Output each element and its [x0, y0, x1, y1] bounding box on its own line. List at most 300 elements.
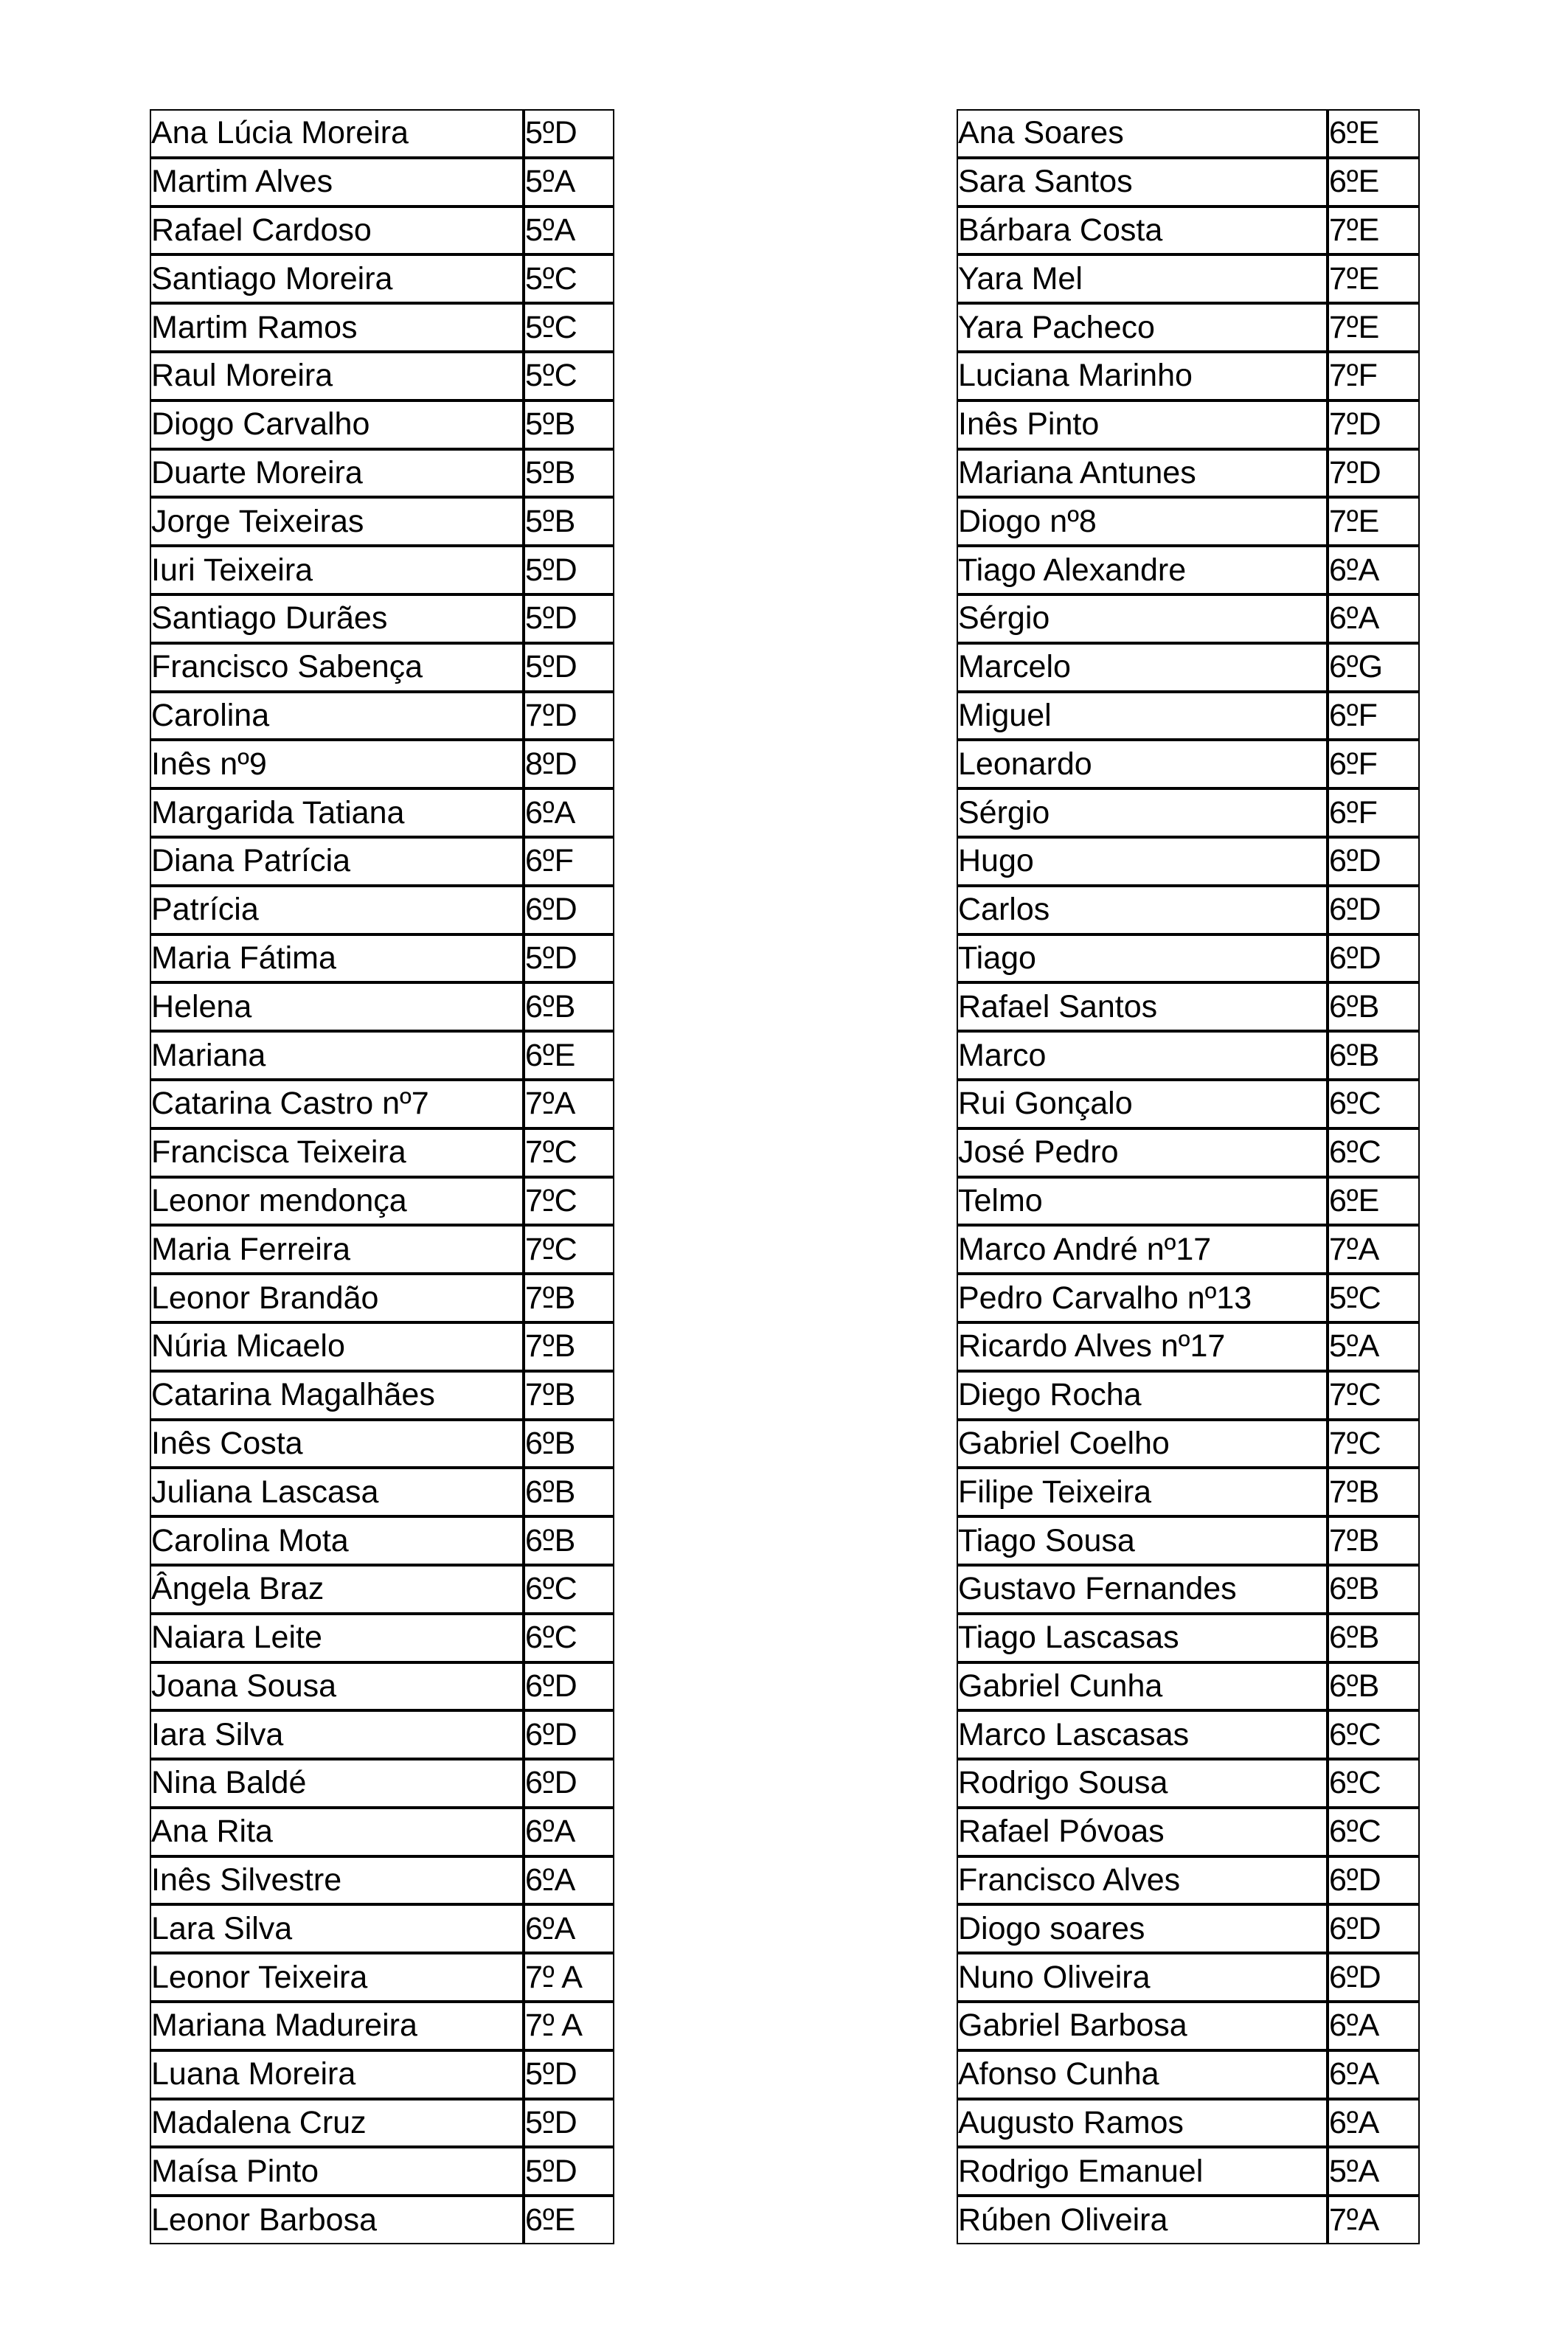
student-name: Rodrigo Sousa — [957, 1759, 1328, 1808]
student-class: 6ºA — [524, 1856, 614, 1905]
ordinal-indicator: º — [1346, 1280, 1359, 1316]
ordinal-indicator: º — [1346, 115, 1359, 151]
ordinal-indicator: º — [542, 1425, 555, 1461]
ordinal-indicator: º — [542, 892, 555, 928]
student-row — [957, 2147, 1420, 2196]
student-class: 5ºC — [524, 254, 614, 303]
student-class: 7ºE — [1328, 497, 1420, 546]
student-class: 6ºE — [1328, 158, 1420, 207]
student-name: Carlos — [957, 886, 1328, 934]
student-row — [957, 2099, 1420, 2148]
student-name: Diana Patrícia — [150, 837, 524, 886]
student-row — [150, 1904, 614, 1953]
student-name: Juliana Lascasa — [150, 1468, 524, 1516]
student-name: Raul Moreira — [150, 352, 524, 400]
student-name: Rúben Oliveira — [957, 2196, 1328, 2244]
student-row — [150, 303, 614, 352]
student-name: Martim Alves — [150, 158, 524, 207]
student-class: 6ºF — [1328, 692, 1420, 740]
student-class: 6ºC — [1328, 1128, 1420, 1177]
ordinal-indicator: º — [1346, 794, 1359, 830]
ordinal-indicator: º — [542, 794, 555, 830]
student-name: Sérgio — [957, 594, 1328, 643]
ordinal-indicator: º — [1346, 2008, 1359, 2044]
ordinal-indicator: º — [1346, 940, 1359, 976]
ordinal-indicator: º — [542, 1231, 555, 1267]
ordinal-indicator: º — [542, 2105, 555, 2141]
ordinal-indicator: º — [1346, 260, 1359, 296]
student-name: Ana Rita — [150, 1808, 524, 1856]
ordinal-indicator: º — [542, 1086, 555, 1122]
ordinal-indicator: º — [1346, 697, 1359, 733]
student-name: Bárbara Costa — [957, 207, 1328, 255]
ordinal-indicator: º — [1346, 2105, 1359, 2141]
ordinal-indicator: º — [1346, 1182, 1359, 1218]
student-name: Rafael Santos — [957, 982, 1328, 1031]
student-name: Patrícia — [150, 886, 524, 934]
student-class: 5ºD — [524, 109, 614, 158]
ordinal-indicator: º — [1346, 843, 1359, 879]
student-class: 5ºA — [1328, 2147, 1420, 2196]
student-name: Leonor Barbosa — [150, 2196, 524, 2244]
student-class: 7ºC — [524, 1225, 614, 1274]
student-class: 6ºA — [1328, 594, 1420, 643]
student-name: Miguel — [957, 692, 1328, 740]
ordinal-indicator: º — [1346, 358, 1359, 394]
student-class: 6ºD — [524, 1710, 614, 1759]
student-name: Nina Baldé — [150, 1759, 524, 1808]
student-row — [150, 788, 614, 837]
student-class: 6ºF — [1328, 740, 1420, 788]
student-class: 6ºD — [1328, 837, 1420, 886]
student-class: 5ºD — [524, 546, 614, 594]
student-name: Francisco Sabença — [150, 643, 524, 692]
ordinal-indicator: º — [1346, 1231, 1359, 1267]
student-row — [150, 1371, 614, 1420]
student-row — [957, 1662, 1420, 1711]
student-class: 5ºC — [1328, 1274, 1420, 1322]
student-class: 7º A — [524, 1953, 614, 2002]
student-row — [957, 1953, 1420, 2002]
ordinal-indicator: º — [542, 2056, 555, 2092]
ordinal-indicator: º — [542, 2153, 555, 2189]
student-name: Yara Mel — [957, 254, 1328, 303]
student-name: Madalena Cruz — [150, 2099, 524, 2148]
ordinal-indicator: º — [1346, 212, 1359, 248]
student-row — [957, 1710, 1420, 1759]
student-row — [150, 1420, 614, 1468]
student-class: 6ºB — [524, 1468, 614, 1516]
ordinal-indicator: º — [542, 940, 555, 976]
student-row — [957, 400, 1420, 449]
student-class: 6ºA — [524, 1808, 614, 1856]
student-class: 6ºA — [1328, 2050, 1420, 2099]
student-class: 6ºE — [524, 2196, 614, 2244]
student-row — [957, 1225, 1420, 1274]
ordinal-indicator: º — [542, 1765, 555, 1801]
student-class: 6ºF — [1328, 788, 1420, 837]
ordinal-indicator: º — [542, 1280, 555, 1316]
ordinal-indicator: º — [542, 309, 555, 345]
ordinal-indicator: º — [542, 454, 555, 490]
student-class: 5ºD — [524, 2147, 614, 2196]
student-class: 7ºE — [1328, 207, 1420, 255]
student-name: Helena — [150, 982, 524, 1031]
student-name: Yara Pacheco — [957, 303, 1328, 352]
ordinal-indicator: º — [1346, 1620, 1359, 1656]
student-name: Maria Ferreira — [150, 1225, 524, 1274]
ordinal-indicator: º — [1346, 600, 1359, 636]
student-name: Maísa Pinto — [150, 2147, 524, 2196]
student-name: Francisco Alves — [957, 1856, 1328, 1905]
student-name: Rodrigo Emanuel — [957, 2147, 1328, 2196]
student-row — [150, 546, 614, 594]
student-name: Lara Silva — [150, 1904, 524, 1953]
student-row — [957, 788, 1420, 837]
student-row — [957, 109, 1420, 158]
ordinal-indicator: º — [1346, 1037, 1359, 1073]
student-name: Inês Pinto — [957, 400, 1328, 449]
student-row — [957, 886, 1420, 934]
student-class: 7ºD — [524, 692, 614, 740]
ordinal-indicator: º — [542, 358, 555, 394]
student-class: 5ºA — [524, 207, 614, 255]
student-row — [957, 352, 1420, 400]
right-student-table — [957, 109, 1420, 2244]
student-name: Carolina Mota — [150, 1516, 524, 1565]
student-row — [150, 1614, 614, 1662]
student-row — [150, 594, 614, 643]
student-name: Sara Santos — [957, 158, 1328, 207]
ordinal-indicator: º — [1346, 1959, 1359, 1995]
student-class: 6ºC — [1328, 1080, 1420, 1128]
ordinal-indicator: º — [1346, 2056, 1359, 2092]
student-row — [957, 2002, 1420, 2050]
student-class: 7ºF — [1328, 352, 1420, 400]
student-class: 6ºC — [1328, 1759, 1420, 1808]
student-name: Tiago Sousa — [957, 1516, 1328, 1565]
ordinal-indicator: º — [542, 260, 555, 296]
student-row — [150, 1468, 614, 1516]
student-class: 6ºB — [524, 1420, 614, 1468]
student-name: Marco Lascasas — [957, 1710, 1328, 1759]
student-row — [150, 2099, 614, 2148]
ordinal-indicator: º — [1346, 1716, 1359, 1752]
student-row — [150, 1225, 614, 1274]
student-row — [957, 2196, 1420, 2244]
student-class: 6ºA — [1328, 546, 1420, 594]
ordinal-indicator: º — [542, 1474, 555, 1510]
ordinal-indicator: º — [542, 1377, 555, 1413]
student-row — [957, 1128, 1420, 1177]
student-class: 5ºD — [524, 643, 614, 692]
student-row — [150, 1516, 614, 1565]
student-row — [150, 1710, 614, 1759]
student-name: Filipe Teixeira — [957, 1468, 1328, 1516]
student-row — [150, 1274, 614, 1322]
ordinal-indicator: º — [1346, 746, 1359, 782]
student-name: Carolina — [150, 692, 524, 740]
student-class: 7ºA — [1328, 1225, 1420, 1274]
student-name: Diego Rocha — [957, 1371, 1328, 1420]
ordinal-indicator: º — [1346, 406, 1359, 443]
student-row — [150, 1662, 614, 1711]
student-class: 5ºA — [1328, 1322, 1420, 1371]
student-name: Luciana Marinho — [957, 352, 1328, 400]
student-row — [150, 2147, 614, 2196]
ordinal-indicator: º — [1346, 1522, 1359, 1558]
ordinal-indicator: º — [542, 746, 555, 782]
student-class: 6ºE — [1328, 1177, 1420, 1226]
student-name: Hugo — [957, 837, 1328, 886]
ordinal-indicator: º — [542, 1668, 555, 1704]
ordinal-indicator: º — [1346, 1571, 1359, 1607]
student-name: Sérgio — [957, 788, 1328, 837]
student-class: 5ºD — [524, 2050, 614, 2099]
student-name: Iuri Teixeira — [150, 546, 524, 594]
student-row — [957, 1322, 1420, 1371]
ordinal-indicator: º — [542, 988, 555, 1024]
ordinal-indicator: º — [1346, 988, 1359, 1024]
ordinal-indicator: º — [542, 649, 555, 685]
ordinal-indicator: º — [1346, 1134, 1359, 1170]
ordinal-indicator: º — [1346, 1668, 1359, 1704]
ordinal-indicator: º — [1346, 503, 1359, 539]
student-class: 6ºA — [1328, 2002, 1420, 2050]
ordinal-indicator: º — [542, 1037, 555, 1073]
student-class: 7ºB — [1328, 1468, 1420, 1516]
student-row — [150, 254, 614, 303]
ordinal-indicator: º — [542, 1910, 555, 1946]
student-name: Ricardo Alves nº17 — [957, 1322, 1328, 1371]
student-name: Núria Micaelo — [150, 1322, 524, 1371]
student-name: Marco — [957, 1031, 1328, 1080]
ordinal-indicator: º — [1346, 164, 1359, 200]
ordinal-indicator: º — [542, 212, 555, 248]
student-class: 7ºD — [1328, 400, 1420, 449]
student-row — [957, 1274, 1420, 1322]
ordinal-indicator: º — [542, 1182, 555, 1218]
student-name: Santiago Durães — [150, 594, 524, 643]
ordinal-indicator: º — [1346, 2202, 1359, 2238]
student-row — [150, 692, 614, 740]
ordinal-indicator: º — [542, 1571, 555, 1607]
ordinal-indicator: º — [1346, 1862, 1359, 1898]
student-name: Tiago — [957, 934, 1328, 983]
student-name: Inês Costa — [150, 1420, 524, 1468]
student-class: 7ºC — [524, 1128, 614, 1177]
ordinal-indicator: º — [542, 600, 555, 636]
student-name: Iara Silva — [150, 1710, 524, 1759]
student-row — [957, 207, 1420, 255]
student-class: 5ºB — [524, 497, 614, 546]
student-class: 7ºE — [1328, 254, 1420, 303]
student-name: Jorge Teixeiras — [150, 497, 524, 546]
student-name: Catarina Castro nº7 — [150, 1080, 524, 1128]
student-row — [957, 2050, 1420, 2099]
ordinal-indicator: º — [542, 1959, 555, 1995]
student-row — [150, 1565, 614, 1614]
student-class: 6ºD — [524, 1759, 614, 1808]
student-name: Leonor Teixeira — [150, 1953, 524, 2002]
student-class: 6ºB — [1328, 982, 1420, 1031]
student-row — [957, 1177, 1420, 1226]
student-row — [957, 449, 1420, 498]
ordinal-indicator: º — [1346, 1765, 1359, 1801]
student-row — [150, 207, 614, 255]
student-class: 5ºD — [524, 934, 614, 983]
student-class: 7ºA — [1328, 2196, 1420, 2244]
student-row — [957, 1808, 1420, 1856]
ordinal-indicator: º — [1346, 454, 1359, 490]
student-class: 5ºA — [524, 158, 614, 207]
student-name: Naiara Leite — [150, 1614, 524, 1662]
student-class: 7ºA — [524, 1080, 614, 1128]
student-class: 6ºA — [524, 1904, 614, 1953]
student-class: 7ºB — [524, 1274, 614, 1322]
student-name: Inês nº9 — [150, 740, 524, 788]
student-name: Tiago Alexandre — [957, 546, 1328, 594]
student-row — [957, 497, 1420, 546]
student-row — [957, 1371, 1420, 1420]
student-class: 6ºB — [1328, 1614, 1420, 1662]
student-name: Pedro Carvalho nº13 — [957, 1274, 1328, 1322]
student-row — [150, 2002, 614, 2050]
student-class: 6ºD — [1328, 1856, 1420, 1905]
student-row — [150, 2196, 614, 2244]
student-name: Diogo Carvalho — [150, 400, 524, 449]
ordinal-indicator: º — [542, 503, 555, 539]
student-row — [150, 1808, 614, 1856]
student-name: Mariana Madureira — [150, 2002, 524, 2050]
student-class: 7ºE — [1328, 303, 1420, 352]
student-class: 6ºC — [1328, 1710, 1420, 1759]
student-class: 6ºB — [524, 982, 614, 1031]
student-name: Leonor Brandão — [150, 1274, 524, 1322]
ordinal-indicator: º — [542, 843, 555, 879]
ordinal-indicator: º — [542, 164, 555, 200]
student-name: Leonor mendonça — [150, 1177, 524, 1226]
student-row — [150, 1128, 614, 1177]
ordinal-indicator: º — [542, 1814, 555, 1850]
student-row — [957, 1759, 1420, 1808]
student-class: 5ºD — [524, 2099, 614, 2148]
student-row — [150, 740, 614, 788]
student-name: Gabriel Cunha — [957, 1662, 1328, 1711]
student-class: 6ºD — [1328, 934, 1420, 983]
student-row — [957, 1565, 1420, 1614]
student-name: Duarte Moreira — [150, 449, 524, 498]
student-class: 5ºC — [524, 352, 614, 400]
student-name: Margarida Tatiana — [150, 788, 524, 837]
ordinal-indicator: º — [542, 697, 555, 733]
student-class: 7ºB — [524, 1371, 614, 1420]
student-class: 6ºC — [524, 1565, 614, 1614]
student-row — [150, 2050, 614, 2099]
student-name: Santiago Moreira — [150, 254, 524, 303]
student-class: 6ºB — [1328, 1031, 1420, 1080]
ordinal-indicator: º — [542, 1328, 555, 1364]
student-name: Inês Silvestre — [150, 1856, 524, 1905]
ordinal-indicator: º — [1346, 1814, 1359, 1850]
student-name: Gabriel Barbosa — [957, 2002, 1328, 2050]
student-row — [957, 1904, 1420, 1953]
student-class: 5ºB — [524, 449, 614, 498]
student-name: Augusto Ramos — [957, 2099, 1328, 2148]
student-name: Diogo nº8 — [957, 497, 1328, 546]
ordinal-indicator: º — [1346, 1086, 1359, 1122]
student-name: Telmo — [957, 1177, 1328, 1226]
student-class: 7ºD — [1328, 449, 1420, 498]
student-class: 7ºC — [1328, 1371, 1420, 1420]
student-row — [957, 692, 1420, 740]
student-row — [150, 837, 614, 886]
student-row — [150, 886, 614, 934]
left-student-table-body — [150, 109, 614, 2244]
student-name: Martim Ramos — [150, 303, 524, 352]
student-class: 6ºC — [524, 1614, 614, 1662]
ordinal-indicator: º — [1346, 1377, 1359, 1413]
student-name: Gustavo Fernandes — [957, 1565, 1328, 1614]
student-row — [957, 1614, 1420, 1662]
student-class: 6ºE — [524, 1031, 614, 1080]
student-class: 6ºB — [1328, 1662, 1420, 1711]
student-row — [150, 497, 614, 546]
student-row — [150, 449, 614, 498]
student-name: Rui Gonçalo — [957, 1080, 1328, 1128]
student-class: 6ºD — [1328, 1904, 1420, 1953]
student-name: Ana Soares — [957, 109, 1328, 158]
student-name: Ângela Braz — [150, 1565, 524, 1614]
ordinal-indicator: º — [542, 2008, 555, 2044]
student-name: Nuno Oliveira — [957, 1953, 1328, 2002]
student-name: Maria Fátima — [150, 934, 524, 983]
ordinal-indicator: º — [542, 552, 555, 588]
student-row — [150, 1031, 614, 1080]
ordinal-indicator: º — [1346, 309, 1359, 345]
student-row — [150, 982, 614, 1031]
student-row — [150, 1080, 614, 1128]
student-class: 6ºB — [1328, 1565, 1420, 1614]
student-row — [957, 1080, 1420, 1128]
student-class: 6ºD — [524, 1662, 614, 1711]
student-row — [957, 740, 1420, 788]
student-row — [957, 594, 1420, 643]
student-row — [150, 352, 614, 400]
student-name: Gabriel Coelho — [957, 1420, 1328, 1468]
student-row — [957, 1856, 1420, 1905]
student-row — [150, 1322, 614, 1371]
student-name: Rafael Cardoso — [150, 207, 524, 255]
student-name: Marco André nº17 — [957, 1225, 1328, 1274]
student-class: 6ºB — [524, 1516, 614, 1565]
student-row — [957, 1468, 1420, 1516]
student-class: 7ºC — [1328, 1420, 1420, 1468]
ordinal-indicator: º — [1346, 892, 1359, 928]
student-row — [957, 982, 1420, 1031]
student-row — [957, 934, 1420, 983]
student-name: Marcelo — [957, 643, 1328, 692]
ordinal-indicator: º — [542, 1716, 555, 1752]
ordinal-indicator: º — [542, 115, 555, 151]
student-row — [150, 934, 614, 983]
ordinal-indicator: º — [1346, 1474, 1359, 1510]
student-row — [150, 1856, 614, 1905]
student-class: 6ºA — [524, 788, 614, 837]
student-name: Francisca Teixeira — [150, 1128, 524, 1177]
ordinal-indicator: º — [1346, 1425, 1359, 1461]
student-class: 6ºC — [1328, 1808, 1420, 1856]
